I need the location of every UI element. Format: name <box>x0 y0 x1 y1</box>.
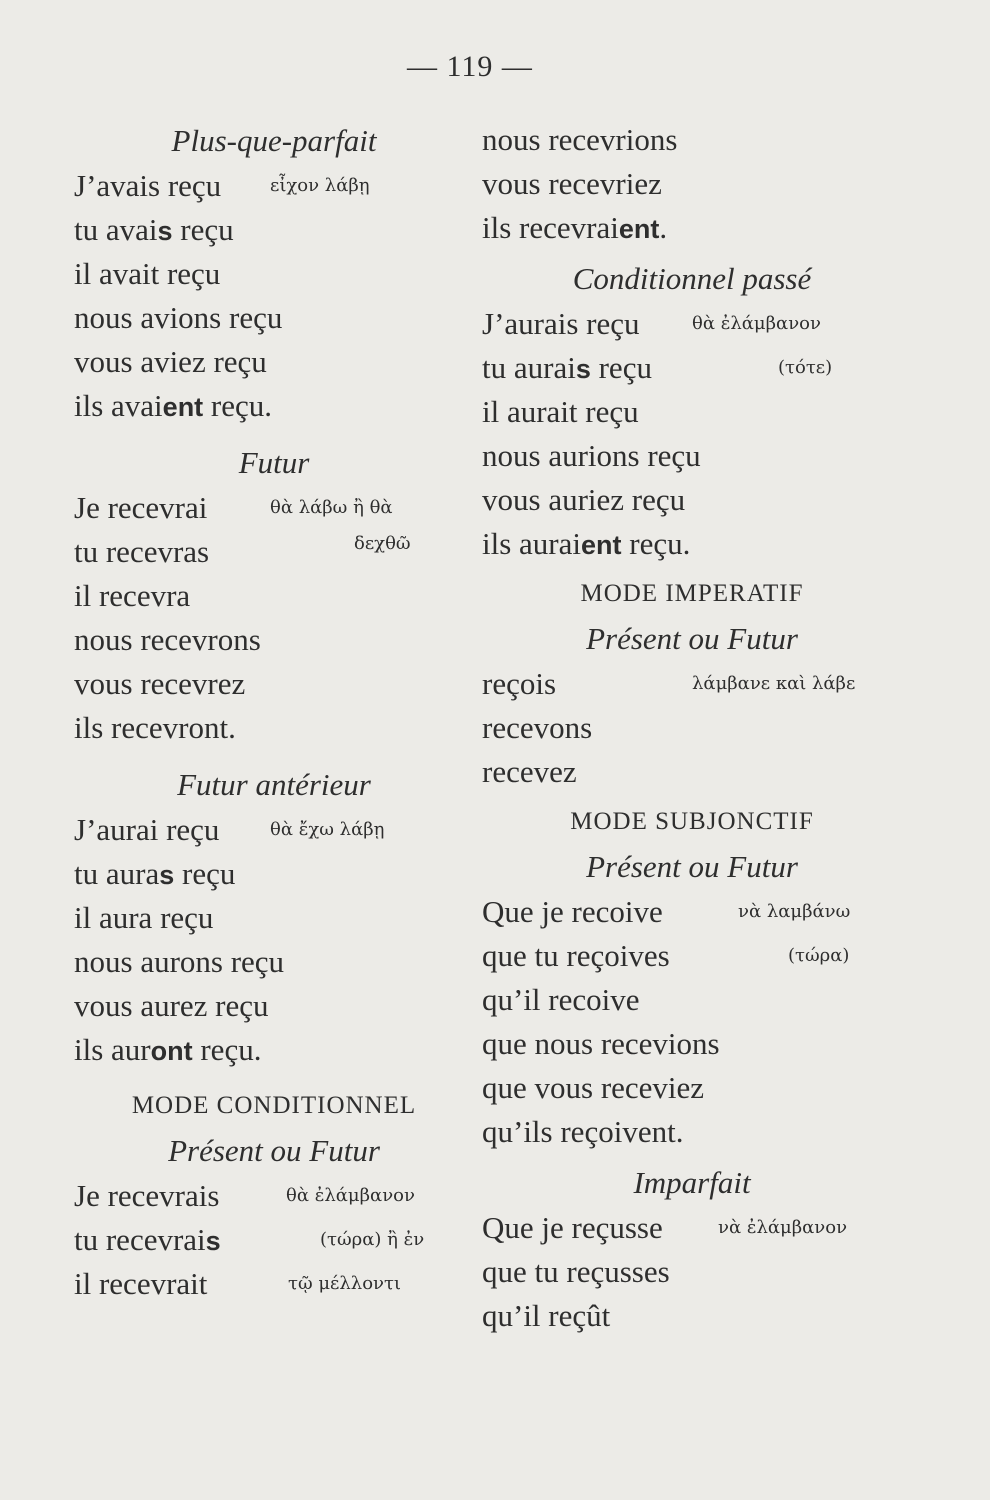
french-form: reçu <box>172 212 234 247</box>
greek-translation: (τότε) <box>778 357 833 378</box>
conjugation-line: qu’ils reçoivent. <box>482 1114 684 1149</box>
conjugation-line <box>74 1028 474 1072</box>
section-conditionnel-passe <box>482 256 902 566</box>
mode-heading: MODE CONDITIONNEL <box>131 1092 417 1119</box>
conjugation-line: nous avions reçu <box>74 300 283 335</box>
conjugation-line <box>482 522 902 566</box>
section-heading: Présent ou Futur <box>168 1133 380 1168</box>
page-number: — 119 — <box>407 50 533 83</box>
french-form: Je recevrais <box>74 1178 220 1213</box>
greek-translation: νὰ λαμβάνω <box>738 901 851 922</box>
conjugation-line: nous recevrons <box>74 622 261 657</box>
ending-bold: s <box>159 860 175 890</box>
section-plus-que-parfait <box>74 118 474 428</box>
french-form: tu aura <box>74 856 160 891</box>
section-mode-subjonctif <box>482 800 902 1154</box>
ending-bold: ent <box>618 214 660 244</box>
conjugation-line <box>74 164 474 208</box>
section-heading: Présent ou Futur <box>586 621 798 656</box>
french-form: reçu. <box>621 526 691 561</box>
section-imparfait-subjonctif <box>482 1160 902 1338</box>
mode-heading: MODE SUBJONCTIF <box>570 808 814 835</box>
conjugation-line <box>74 208 474 252</box>
french-form: reçu <box>590 350 652 385</box>
conjugation-line: vous aurez reçu <box>74 988 269 1023</box>
conjugation-line: que nous recevions <box>482 1026 720 1061</box>
greek-translation: θὰ ἔχω λάβῃ <box>270 819 385 840</box>
french-form: J’avais reçu <box>74 168 222 203</box>
conjugation-line: vous recevrez <box>74 666 246 701</box>
greek-translation: (τώρα) <box>788 945 850 966</box>
conjugation-line <box>482 1206 902 1250</box>
section-heading: Futur <box>238 445 310 480</box>
french-form: ils recevrai <box>482 210 619 245</box>
french-form: J’aurai reçu <box>74 812 220 847</box>
french-form: ils aur <box>74 1032 151 1067</box>
greek-translation: δεχθῶ <box>354 533 411 554</box>
french-form: tu aurai <box>482 350 576 385</box>
section-heading: Présent ou Futur <box>586 849 798 884</box>
conjugation-line <box>482 934 902 978</box>
conjugation-line: ils recevront. <box>74 710 236 745</box>
mode-heading: MODE IMPERATIF <box>580 580 804 607</box>
ending-bold: ont <box>150 1036 193 1066</box>
conjugation-line: que vous receviez <box>482 1070 705 1105</box>
conjugation-line <box>482 206 902 250</box>
conjugation-line: il aurait reçu <box>482 394 639 429</box>
french-form: reçu. <box>192 1032 262 1067</box>
greek-translation: θὰ ἐλάμβανον <box>692 313 821 334</box>
section-heading: Plus-que-parfait <box>171 123 377 158</box>
french-form: tu recevras <box>74 534 210 569</box>
french-form: reçois <box>482 666 557 701</box>
section-heading: Futur antérieur <box>177 767 371 802</box>
ending-bold: ent <box>162 392 204 422</box>
french-form: Que je recoive <box>482 894 663 929</box>
conjugation-line: qu’il reçût <box>482 1298 611 1333</box>
french-form: ils avai <box>74 388 163 423</box>
french-form: reçu. <box>203 388 273 423</box>
conjugation-line <box>74 530 474 574</box>
section-mode-conditionnel <box>74 1084 474 1306</box>
french-form: tu avai <box>74 212 158 247</box>
conjugation-line: il avait reçu <box>74 256 221 291</box>
conjugation-line <box>482 890 902 934</box>
ending-bold: ent <box>581 530 622 560</box>
conjugation-line: nous recevrions <box>482 122 678 157</box>
greek-translation: νὰ ἐλάμβανον <box>718 1217 848 1238</box>
conjugation-line: que tu reçusses <box>482 1254 670 1289</box>
greek-translation: τῷ μέλλοντι <box>288 1273 401 1294</box>
french-form: ils aurai <box>482 526 581 561</box>
conjugation-line <box>482 662 902 706</box>
section-heading: Imparfait <box>633 1165 751 1200</box>
conjugation-line <box>482 346 902 390</box>
conjugation-line: vous recevriez <box>482 166 662 201</box>
conjugation-line: recevons <box>482 710 593 745</box>
greek-translation: (τώρα) ἢ ἐν <box>320 1229 425 1250</box>
conjugation-line: il recevra <box>74 578 191 613</box>
french-form: tu recevrai <box>74 1222 206 1257</box>
section-mode-imperatif <box>482 572 902 794</box>
greek-translation: λάμβανε καὶ λάβε <box>692 673 856 694</box>
french-form: il recevrait <box>74 1266 208 1301</box>
conjugation-line <box>74 384 474 428</box>
greek-translation: εἶχον λάβῃ <box>270 175 370 196</box>
right-column <box>482 118 902 1338</box>
left-column <box>74 118 474 1306</box>
conjugation-line: vous aviez reçu <box>74 344 267 379</box>
section-futur-anterieur <box>74 762 474 1072</box>
conjugation-line <box>74 852 474 896</box>
conjugation-line <box>74 486 474 530</box>
greek-translation: θὰ λάβω ἢ θὰ <box>270 497 393 518</box>
conjugation-line <box>74 1262 474 1306</box>
conjugation-line: recevez <box>482 754 577 789</box>
conjugation-line: nous aurons reçu <box>74 944 285 979</box>
french-form: que tu reçoives <box>482 938 670 973</box>
conjugation-line <box>74 1174 474 1218</box>
ending-bold: s <box>157 216 173 246</box>
french-form: Que je reçusse <box>482 1210 663 1245</box>
french-form: reçu <box>174 856 236 891</box>
section-conditionnel-present-continued <box>482 118 902 250</box>
conjugation-line: il aura reçu <box>74 900 214 935</box>
french-form: . <box>659 210 668 245</box>
conjugation-line: vous auriez reçu <box>482 482 686 517</box>
conjugation-line <box>74 1218 474 1262</box>
section-heading: Conditionnel passé <box>572 261 812 296</box>
greek-translation: θὰ ἐλάμβανον <box>286 1185 415 1206</box>
conjugation-line <box>482 302 902 346</box>
conjugation-line: nous aurions reçu <box>482 438 701 473</box>
conjugation-line <box>74 808 474 852</box>
french-form: Je recevrai <box>74 490 208 525</box>
ending-bold: s <box>205 1226 221 1256</box>
french-form: J’aurais reçu <box>482 306 640 341</box>
section-futur <box>74 440 474 750</box>
ending-bold: s <box>575 354 591 384</box>
conjugation-line: qu’il recoive <box>482 982 640 1017</box>
